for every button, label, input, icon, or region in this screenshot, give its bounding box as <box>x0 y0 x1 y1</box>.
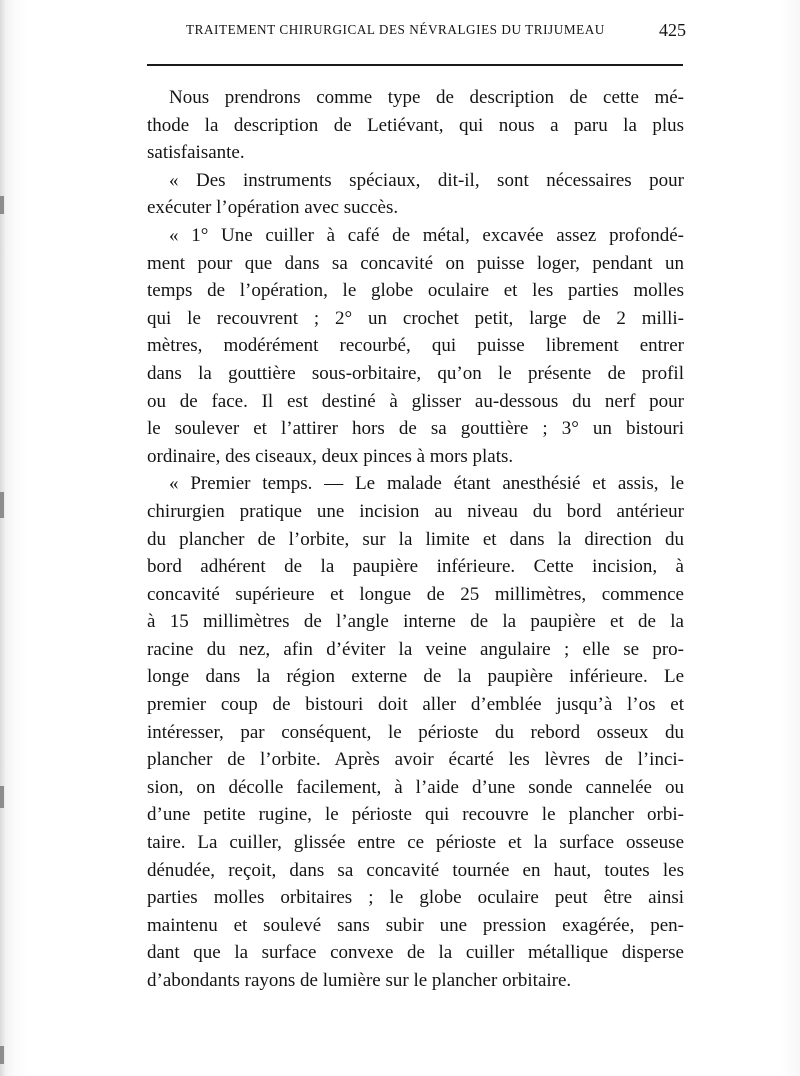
running-title: TRAITEMENT CHIRURGICAL DES NÉVRALGIES DU TRIJUMEAU <box>186 22 605 37</box>
text-line: thode la description de Letiévant, qui nous a paru la plus <box>147 114 684 136</box>
text-line: sion, on décolle facilement, à l’aide d’une sonde cannelée ou <box>147 776 684 798</box>
page-number: 425 <box>659 20 686 40</box>
text-line: racine du nez, afin d’éviter la veine angulaire ; elle se pro- <box>147 638 684 660</box>
text-line: chirurgien pratique une incision au niveau du bord antérieur <box>147 500 684 522</box>
text-line: ordinaire, des ciseaux, deux pinces à mors plats. <box>147 445 514 467</box>
text-line: d’une petite rugine, le périoste qui recouvre le plancher orbi- <box>147 804 684 826</box>
text-line: premier coup de bistouri doit aller d’emblée jusqu’à l’os et <box>147 694 684 716</box>
text-line: « 1° Une cuiller à café de métal, excavée assez profondé- <box>169 224 684 246</box>
text-line: ou de face. Il est destiné à glisser au-dessous du nerf pour <box>147 390 684 412</box>
text-line: à 15 millimètres de l’angle interne de la paupière et de la <box>147 611 684 633</box>
text-line: d’abondants rayons de lumière sur le plancher orbitaire. <box>147 970 572 991</box>
text-line: dénudée, reçoit, dans sa concavité tournée en haut, toutes les <box>147 859 684 881</box>
text-line: longe dans la région externe de la paupière inférieure. Le <box>147 666 684 688</box>
text-line: plancher de l’orbite. Après avoir écarté les lèvres de l’inci- <box>147 749 684 771</box>
text-line: « Premier temps. — Le malade étant anesthésié et assis, le <box>169 473 684 495</box>
text-line: taire. La cuiller, glissée entre ce périoste et la surface osseuse <box>147 832 684 854</box>
page-edge-mark <box>0 196 4 214</box>
text-line: temps de l’opération, le globe oculaire et les parties molles <box>147 280 684 302</box>
page-edge-mark <box>0 1046 4 1064</box>
text-line: le soulever et l’attirer hors de sa gouttière ; 3° un bistouri <box>147 418 684 440</box>
text-line: mètres, modérément recourbé, qui puisse librement entrer <box>147 335 684 357</box>
text-line: intéresser, par conséquent, le périoste du rebord osseux du <box>147 721 684 743</box>
text-line: ment pour que dans sa concavité on puisse loger, pendant un <box>147 252 684 274</box>
page-edge-mark <box>0 786 4 808</box>
page-header <box>186 22 686 48</box>
text-line: dant que la surface convexe de la cuiller métallique disperse <box>147 942 684 964</box>
text-line: parties molles orbitaires ; le globe oculaire peut être ainsi <box>147 887 684 909</box>
text-line: maintenu et soulevé sans subir une pression exagérée, pen- <box>147 914 684 936</box>
text-line: qui le recouvrent ; 2° un crochet petit, large de 2 milli- <box>147 307 684 329</box>
text-line: dans la gouttière sous-orbitaire, qu’on le présente de profil <box>147 362 684 384</box>
body-text <box>147 84 684 995</box>
text-line: exécuter l’opération avec succès. <box>147 197 399 219</box>
text-line: concavité supérieure et longue de 25 millimètres, commence <box>147 583 684 605</box>
header-rule <box>147 64 683 66</box>
page-edge-mark <box>0 492 4 518</box>
text-line: « Des instruments spéciaux, dit-il, sont nécessaires pour <box>169 169 684 191</box>
text-line: satisfaisante. <box>147 142 245 164</box>
text-line: Nous prendrons comme type de description de cette mé- <box>169 87 684 108</box>
text-line: du plancher de l’orbite, sur la limite et dans la direction du <box>147 528 684 550</box>
text-line: bord adhérent de la paupière inférieure. Cette incision, à <box>147 556 684 578</box>
